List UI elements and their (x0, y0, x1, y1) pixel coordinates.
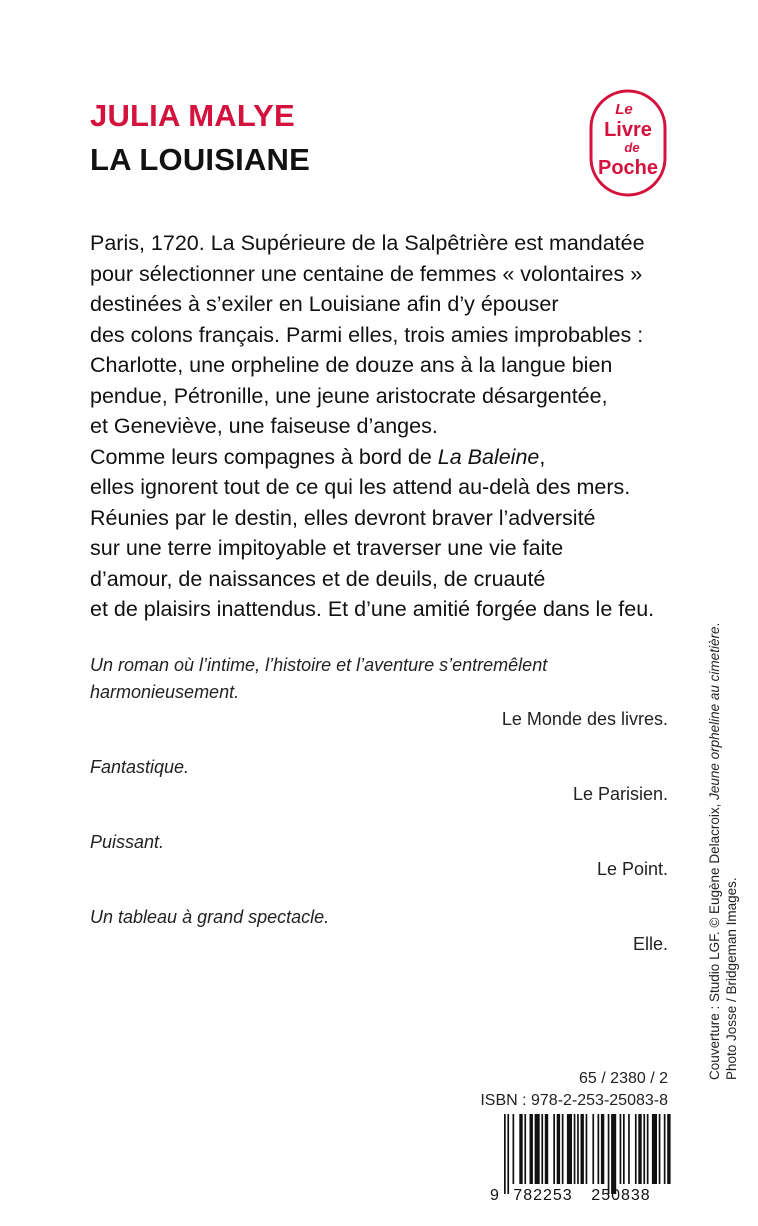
quote-source: Le Point. (596, 859, 668, 879)
svg-text:Poche: Poche (597, 157, 659, 179)
barcode (488, 1114, 672, 1204)
synopsis-line (90, 442, 700, 473)
barcode-bar (659, 1114, 661, 1184)
quote-text: Un roman où l’intime, l’histoire et l’aventure s’entremêlent (90, 655, 548, 675)
synopsis-line: Réunies par le destin, elles devront braver l’adversité (90, 505, 596, 530)
publication-info (480, 1068, 668, 1112)
synopsis-line: d’amour, de naissances et de deuils, de cruauté (90, 566, 546, 591)
credit-text: Couverture : Studio LGF. © Eugène Delacroix, (707, 799, 722, 1080)
synopsis-line: Paris, 1720. La Supérieure de la Salpêtrière est mandatée (90, 231, 645, 255)
barcode-bar (608, 1114, 610, 1194)
book-title: LA LOUISIANE (90, 142, 310, 177)
barcode-bar (504, 1114, 506, 1194)
barcode-digits-right: 250838 (591, 1187, 651, 1204)
publisher-logo (588, 88, 668, 198)
quote-text: Un tableau à grand spectacle. (90, 907, 330, 927)
synopsis-line: pour sélectionner une centaine de femmes « volontaires » (90, 261, 643, 286)
artwork-title: Jeune orpheline au cimetière (707, 626, 722, 800)
author-name: JULIA MALYE (90, 98, 295, 133)
barcode-bar (601, 1114, 604, 1184)
barcode-bar (586, 1114, 588, 1184)
svg-text:de: de (624, 140, 640, 155)
quote-source: Elle. (632, 934, 668, 954)
barcode-bar (652, 1114, 657, 1184)
barcode-bar (524, 1114, 526, 1184)
barcode-bar (581, 1114, 584, 1184)
barcode-bar (507, 1114, 509, 1194)
cover-credit (706, 622, 746, 1080)
barcode-bar (667, 1114, 670, 1184)
credit-line (706, 622, 723, 1080)
svg-text:Livre: Livre (604, 119, 652, 141)
barcode-bar (635, 1114, 637, 1184)
synopsis-line: des colons français. Parmi elles, trois amies improbables : (90, 322, 644, 347)
press-quotes (90, 652, 668, 958)
barcode-bar (647, 1114, 649, 1184)
barcode-bar (530, 1114, 533, 1184)
synopsis-text: Comme leurs compagnes à bord de (90, 444, 438, 469)
isbn: ISBN : 978-2-253-25083-8 (480, 1092, 668, 1109)
barcode-bar (567, 1114, 572, 1184)
synopsis-text: , (539, 444, 546, 469)
barcode-bar (562, 1114, 564, 1184)
barcode-bar (643, 1114, 645, 1184)
barcode-bar (545, 1114, 548, 1184)
synopsis-line: pendue, Pétronille, une jeune aristocrate désargentée, (90, 383, 608, 408)
synopsis (90, 228, 700, 625)
barcode-bar (592, 1114, 594, 1184)
credit-line: Photo Josse / Bridgeman Images. (724, 877, 739, 1080)
barcode-digit-first: 9 (490, 1187, 499, 1204)
barcode-bar (541, 1114, 543, 1184)
quote-text: Fantastique. (90, 757, 190, 777)
barcode-bar (664, 1114, 666, 1184)
barcode-bar (574, 1114, 576, 1184)
synopsis-line: sur une terre impitoyable et traverser une vie faite (90, 536, 564, 560)
synopsis-line: elles ignorent tout de ce qui les attend au-delà des mers. (90, 475, 631, 499)
synopsis-line: destinées à s’exiler en Louisiane afin d’y épouser (90, 292, 559, 316)
quote-source: Le Parisien. (572, 784, 668, 804)
reference-code: 65 / 2380 / 2 (579, 1070, 668, 1087)
barcode-bar (513, 1114, 515, 1184)
barcode-bar (628, 1114, 630, 1184)
barcode-bar (553, 1114, 555, 1184)
quote-source: Le Monde des livres. (501, 709, 668, 729)
barcode-bar (623, 1114, 625, 1184)
quote-text: Puissant. (90, 832, 165, 852)
svg-text:Le: Le (615, 101, 633, 118)
credit-text: . (707, 622, 722, 627)
synopsis-line: et de plaisirs inattendus. Et d’une amitié forgée dans le feu. (90, 597, 655, 621)
barcode-bar (519, 1114, 522, 1184)
synopsis-line: et Geneviève, une faiseuse d’anges. (90, 414, 438, 438)
barcode-bar (557, 1114, 560, 1184)
quote-text: harmonieusement. (90, 682, 240, 702)
barcode-digits-left: 782253 (513, 1187, 573, 1204)
barcode-bar (535, 1114, 540, 1184)
barcode-bar (620, 1114, 622, 1184)
ship-name: La Baleine (437, 444, 540, 469)
barcode-bar (577, 1114, 579, 1184)
barcode-bar (638, 1114, 641, 1184)
synopsis-line: Charlotte, une orpheline de douze ans à la langue bien (90, 353, 613, 377)
barcode-bar (598, 1114, 600, 1184)
barcode-bar (611, 1114, 616, 1194)
